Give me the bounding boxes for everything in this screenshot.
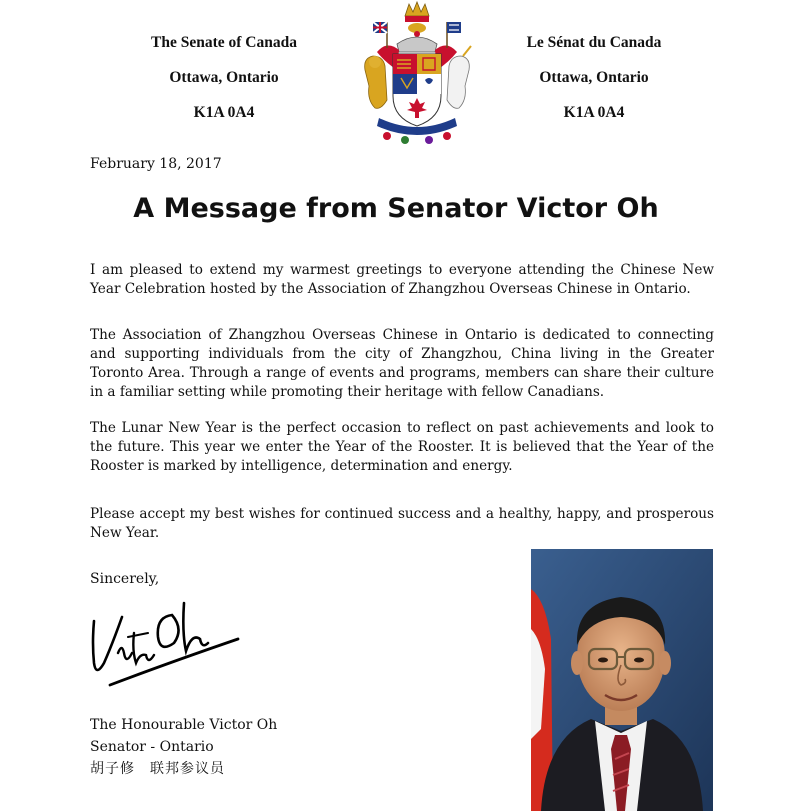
senate-city-english: Ottawa, Ontario [169,69,279,86]
signer-title: Senator - Ontario [90,739,214,755]
senate-postal-english: K1A 0A4 [193,104,255,121]
senate-address-french [494,30,694,135]
body-paragraph-4: Please accept my best wishes for continued success and a healthy, happy, and prosperous New Year. [90,506,714,541]
letter-date: February 18, 2017 [90,156,222,172]
canada-coat-of-arms-icon [357,0,477,146]
senate-address-english [124,30,324,135]
senate-name-english: The Senate of Canada [151,34,297,51]
senate-city-french: Ottawa, Ontario [539,69,649,86]
signer-chinese-title: 胡子修 联邦参议员 [90,761,225,777]
page-title: A Message from Senator Victor Oh [133,193,659,224]
senator-portrait-photo [531,549,713,811]
signature-block [90,714,277,780]
senate-name-french: Le Sénat du Canada [526,34,662,51]
handwritten-signature [88,593,248,693]
body-paragraph-1: I am pleased to extend my warmest greetings to everyone attending the Chinese New Year Celebration hosted by the Association of Zhangzhou Overseas Chinese in Ontario. [90,262,714,297]
senate-postal-french: K1A 0A4 [563,104,625,121]
signer-name: The Honourable Victor Oh [90,717,278,733]
body-paragraph-2: The Association of Zhangzhou Overseas Chinese in Ontario is dedicated to connecting and supporting individuals from the city of Zhangzhou, China living in the Greater Toronto Area. Through a range of events and programs, members can share their culture in a familiar setting while promoting their heritage with fellow Canadians. [90,327,714,400]
closing-salutation: Sincerely, [90,571,160,587]
body-paragraph-3: The Lunar New Year is the perfect occasion to reflect on past achievements and look to the future. This year we enter the Year of the Rooster. It is believed that the Year of the Rooster is marked by intelligence, determination and energy. [90,420,714,474]
